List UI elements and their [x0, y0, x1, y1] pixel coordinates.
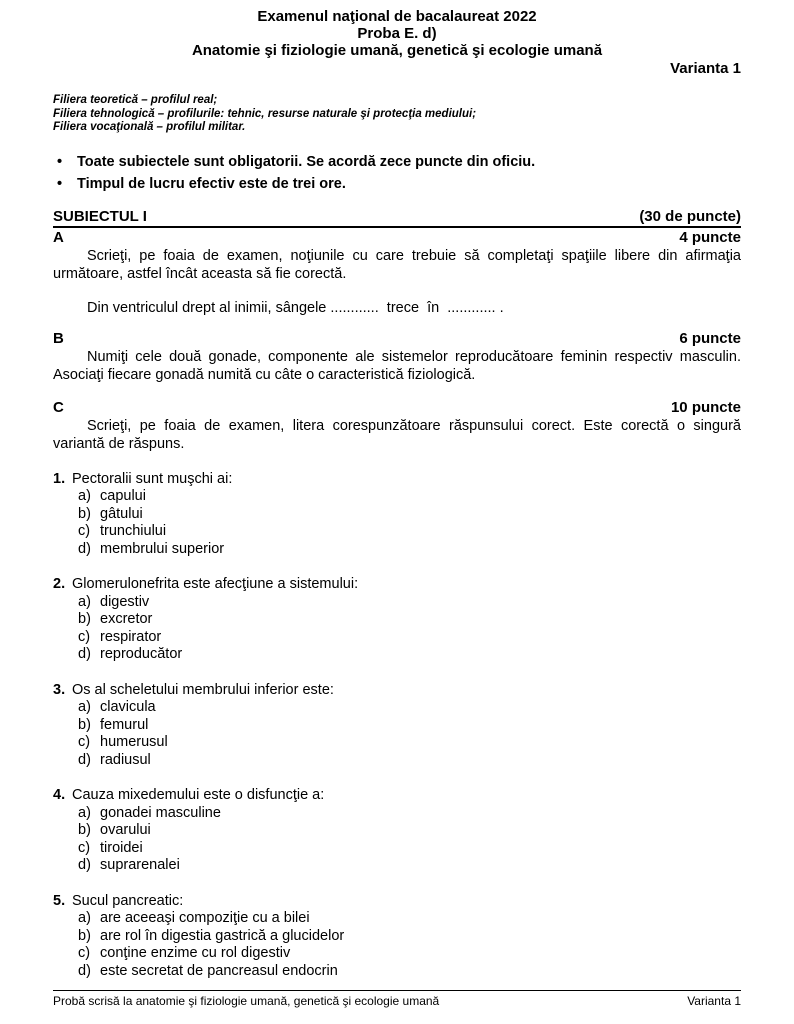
option-text: conţine enzime cu rol digestiv [100, 945, 291, 961]
question-number: 2. [53, 576, 66, 592]
question-5-stem [53, 893, 741, 911]
exam-title-line1: Examenul naţional de bacalaureat 2022 [257, 8, 537, 25]
question-number: 1. [53, 470, 66, 487]
question-number: 4. [53, 787, 66, 803]
question-4-stem [53, 787, 741, 805]
option-letter: c) [78, 945, 91, 961]
subject-header [53, 208, 741, 228]
question-2 [53, 576, 741, 664]
question-5-option-a [78, 910, 741, 928]
question-1-stem [53, 471, 741, 489]
question-3 [53, 682, 741, 770]
question-5-option-b [78, 928, 741, 946]
option-letter: d) [78, 646, 91, 662]
question-text: Cauza mixedemului este o disfuncţie a: [72, 787, 325, 803]
option-letter: b) [78, 505, 91, 522]
option-letter: d) [78, 962, 91, 979]
option-letter: b) [78, 822, 91, 838]
section-a-points: 4 puncte [679, 228, 741, 246]
subject-points: (30 de puncte) [639, 207, 741, 225]
footer-left-text: Probă scrisă la anatomie şi fiziologie umană, genetică şi ecologie umană [53, 994, 440, 1008]
questions-list [53, 471, 741, 981]
note-text-1: Toate subiectele sunt obligatorii. Se acordă zece puncte din oficiu. [77, 153, 536, 170]
question-4-option-b [78, 822, 741, 840]
option-text: capului [100, 488, 146, 504]
section-a-statement: Din ventriculul drept al inimii, sângele ............ trece în ............ . [87, 299, 504, 316]
note-item [53, 151, 741, 173]
subject-title: SUBIECTUL I [53, 207, 147, 225]
question-3-stem [53, 682, 741, 700]
question-text: Glomerulonefrita este afecţiune a sistemului: [72, 576, 359, 592]
question-5 [53, 893, 741, 981]
option-text: tiroidei [100, 839, 143, 856]
filiera-line-3: Filiera vocaţională – profilul militar. [53, 121, 246, 133]
section-b-header [53, 330, 741, 348]
question-2-option-c [78, 629, 741, 647]
document-header [53, 8, 741, 59]
option-text: ovarului [100, 822, 151, 838]
variant-label: Varianta 1 [670, 60, 741, 77]
option-text: excretor [100, 611, 153, 627]
question-4 [53, 787, 741, 875]
option-letter: c) [78, 628, 91, 645]
option-letter: b) [78, 927, 91, 944]
option-letter: a) [78, 699, 91, 715]
question-5-option-c [78, 945, 741, 963]
option-letter: c) [78, 523, 91, 539]
note-text-2: Timpul de lucru efectiv este de trei ore. [77, 175, 346, 192]
exam-title-line2: Proba E. d) [357, 25, 437, 42]
question-3-option-c [78, 734, 741, 752]
option-letter: c) [78, 734, 91, 750]
question-text: Pectoralii sunt muşchi ai: [72, 470, 233, 487]
filiera-line-2: Filiera tehnologică – profilurile: tehnic, resurse naturale şi protecţia mediului; [53, 107, 477, 120]
section-c-points: 10 puncte [670, 398, 741, 416]
question-1-option-c [78, 523, 741, 541]
option-letter: a) [78, 804, 91, 821]
option-text: este secretat de pancreasul endocrin [100, 962, 338, 979]
question-4-option-c [78, 840, 741, 858]
option-letter: b) [78, 611, 91, 627]
section-c-text: Scrieţi, pe foaia de examen, litera corespunzătoare răspunsului corect. Este corectă o singură variantă de răspuns. [53, 417, 741, 452]
question-1-option-a [78, 488, 741, 506]
option-letter: a) [78, 488, 91, 504]
question-5-option-d [78, 963, 741, 981]
question-4-option-d [78, 857, 741, 875]
option-text: gâtului [100, 505, 143, 522]
question-number: 3. [53, 681, 66, 698]
option-text: membrului superior [100, 540, 225, 557]
section-a-label: A [53, 228, 64, 246]
option-text: femurul [100, 716, 149, 733]
section-a-text: Scrieţi, pe foaia de examen, noţiunile cu care trebuie să completaţi spaţiile libere din afirmaţia următoare, astfel încât aceasta să fie corectă. [53, 247, 741, 282]
question-3-option-d [78, 752, 741, 770]
question-text: Os al scheletului membrului inferior este: [72, 681, 334, 698]
bullet-icon: • [57, 175, 63, 192]
section-c-header [53, 399, 741, 417]
option-letter: a) [78, 910, 91, 926]
section-a-header [53, 229, 741, 247]
note-item [53, 173, 741, 195]
footer-variant-label: Varianta 1 [687, 994, 741, 1008]
question-number: 5. [53, 892, 66, 909]
option-text: humerusul [100, 734, 168, 750]
option-letter: c) [78, 839, 91, 856]
option-text: digestiv [100, 593, 150, 610]
option-text: clavicula [100, 699, 156, 715]
question-1-option-d [78, 541, 741, 559]
option-text: suprarenalei [100, 857, 180, 873]
filiera-line-1: Filiera teoretică – profilul real; [53, 94, 218, 106]
section-b-text: Numiţi cele două gonade, componente ale sistemelor reproducătoare feminin respectiv masculin. Asociaţi fiecare gonadă numită cu câte o caracteristică fiziologică. [53, 348, 741, 383]
filiera-block [53, 94, 741, 135]
option-text: are rol în digestia gastrică a glucidelor [100, 927, 345, 944]
section-c-label: C [53, 398, 64, 416]
question-2-stem [53, 576, 741, 594]
question-3-option-a [78, 699, 741, 717]
option-letter: d) [78, 857, 91, 873]
option-letter: d) [78, 540, 91, 557]
question-2-option-a [78, 594, 741, 612]
option-text: reproducător [100, 646, 183, 662]
general-notes [53, 151, 741, 195]
option-text: respirator [100, 628, 162, 645]
question-4-option-a [78, 805, 741, 823]
question-1 [53, 471, 741, 559]
question-3-option-b [78, 717, 741, 735]
question-1-option-b [78, 506, 741, 524]
question-2-option-b [78, 611, 741, 629]
question-2-option-d [78, 646, 741, 664]
section-b-label: B [53, 329, 64, 347]
option-text: trunchiului [100, 523, 167, 539]
exam-title-line3: Anatomie şi fiziologie umană, genetică şi ecologie umană [191, 42, 603, 59]
question-text: Sucul pancreatic: [72, 892, 184, 909]
option-letter: d) [78, 751, 91, 768]
option-letter: a) [78, 593, 91, 610]
page-footer [53, 990, 741, 1008]
bullet-icon: • [57, 153, 63, 170]
option-text: are aceeaşi compoziţie cu a bilei [100, 910, 310, 926]
option-text: gonadei masculine [100, 804, 221, 821]
option-letter: b) [78, 716, 91, 733]
section-b-points: 6 puncte [679, 329, 741, 347]
option-text: radiusul [100, 751, 151, 768]
